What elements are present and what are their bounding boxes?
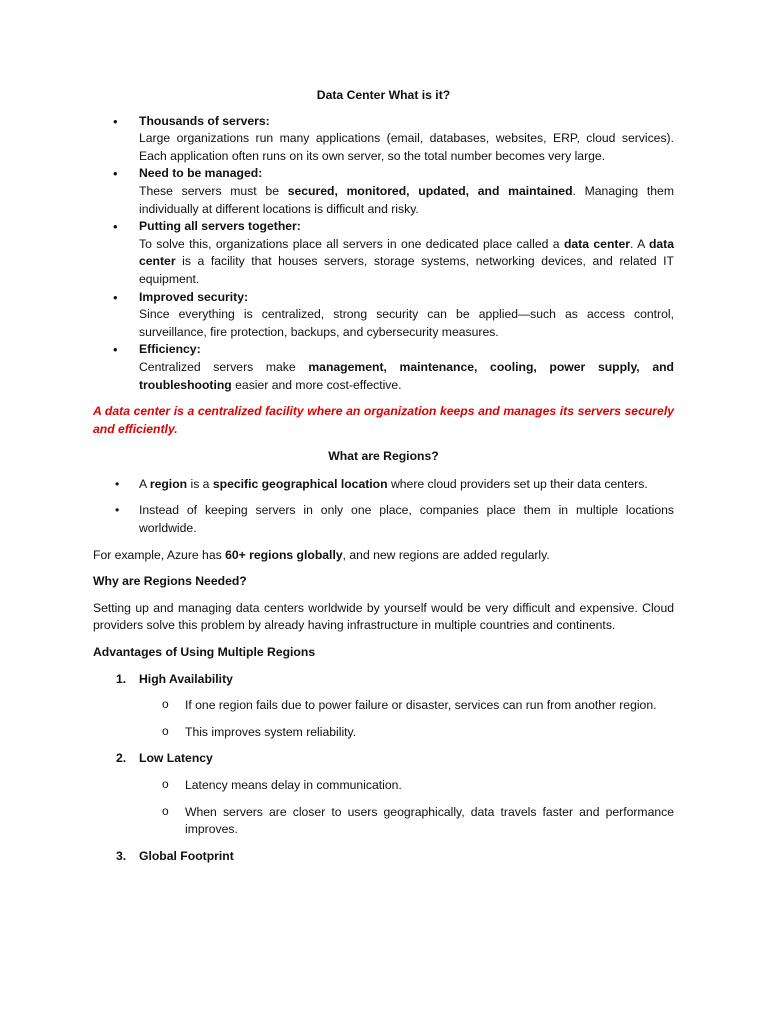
bullet-body bbox=[139, 183, 674, 218]
bullet-icon: • bbox=[113, 289, 118, 305]
list-item bbox=[93, 165, 674, 218]
list-item bbox=[93, 476, 674, 494]
bullet-icon: • bbox=[113, 113, 118, 129]
bullet-body: Large organizations run many applications (email, databases, websites, ERP, cloud services). Each application often runs on its own server, so the total number becomes very large. bbox=[139, 131, 674, 163]
list-item bbox=[93, 502, 674, 537]
section-heading-why: Why are Regions Needed? bbox=[93, 574, 247, 589]
bullet-body bbox=[139, 359, 674, 394]
numbered-item bbox=[93, 750, 674, 768]
data-center-bullet-list bbox=[93, 113, 674, 395]
bullet-body: Since everything is centralized, strong security can be applied—such as access control, surveillance, fire protection, backups, and cybersecurity measures. bbox=[139, 307, 674, 339]
bullet-icon: • bbox=[115, 476, 120, 491]
text-run: For example, Azure has bbox=[93, 547, 226, 562]
item-number: 2. bbox=[116, 751, 127, 766]
text-run: easier and more cost-effective. bbox=[231, 377, 402, 392]
bullet-heading: Improved security: bbox=[139, 289, 249, 304]
item-label: Low Latency bbox=[139, 751, 213, 766]
text-run: If one region fails due to power failure or disaster, services can run from another region. bbox=[185, 698, 657, 713]
numbered-item bbox=[93, 671, 674, 689]
bullet-icon: • bbox=[113, 219, 118, 235]
document-page bbox=[93, 87, 674, 874]
circle-bullet-icon: o bbox=[162, 697, 169, 712]
item-label: Global Footprint bbox=[139, 848, 234, 863]
text-run: Latency means delay in communication. bbox=[185, 778, 402, 792]
bullet-heading: Thousands of servers: bbox=[139, 113, 270, 128]
item-number: 1. bbox=[116, 671, 127, 686]
text-run: When servers are closer to users geographically, data travels faster and performance improves. bbox=[185, 804, 674, 837]
advantages-list bbox=[93, 671, 674, 866]
bullet-heading: Efficiency: bbox=[139, 342, 201, 357]
bold-run: data center bbox=[139, 236, 674, 269]
sub-list bbox=[93, 697, 674, 741]
example-paragraph bbox=[93, 547, 674, 565]
text-run: is a bbox=[187, 476, 213, 491]
bullet-heading: Need to be managed: bbox=[139, 166, 263, 181]
section-heading-advantages: Advantages of Using Multiple Regions bbox=[93, 645, 316, 660]
circle-bullet-icon: o bbox=[162, 803, 169, 818]
circle-bullet-icon: o bbox=[162, 777, 169, 791]
text-run: Instead of keeping servers in only one place, companies place them in multiple locations worldwide. bbox=[139, 503, 674, 536]
text-run: is a facility that houses servers, storage systems, networking devices, and related IT equipment. bbox=[139, 254, 674, 286]
page-title: Data Center What is it? bbox=[316, 88, 451, 102]
sub-list bbox=[93, 777, 674, 839]
item-label: High Availability bbox=[139, 671, 233, 686]
list-item bbox=[93, 289, 674, 342]
bold-run: region bbox=[149, 476, 188, 491]
bullet-body bbox=[139, 236, 674, 289]
bold-run: management, maintenance, cooling, power supply, and troubleshooting bbox=[139, 359, 675, 392]
numbered-item bbox=[93, 848, 674, 866]
item-number: 3. bbox=[116, 848, 127, 863]
list-item bbox=[93, 724, 674, 742]
bold-run: 60+ regions globally bbox=[225, 547, 343, 562]
text-run: . Managing them individually at different locations is difficult and risky. bbox=[139, 183, 674, 216]
regions-list bbox=[93, 476, 674, 538]
bold-run: secured, monitored, updated, and maintained bbox=[287, 183, 573, 198]
definition-note: A data center is a centralized facility where an organization keeps and manages its servers securely and efficiently. bbox=[93, 404, 674, 436]
text-run: This improves system reliability. bbox=[185, 724, 357, 739]
section-title-regions: What are Regions? bbox=[328, 449, 439, 464]
bullet-icon: • bbox=[113, 342, 118, 358]
text-run: Centralized servers make bbox=[139, 359, 309, 374]
list-item bbox=[93, 777, 674, 795]
why-paragraph: Setting up and managing data centers worldwide by yourself would be very difficult and expensive. Cloud providers solve this problem by already having infrastructure in multiple countries and continents. bbox=[93, 600, 674, 633]
bold-run: specific geographical location bbox=[212, 476, 388, 491]
text-run: A bbox=[139, 476, 150, 491]
text-run: where cloud providers set up their data centers. bbox=[387, 476, 648, 491]
bold-run: data center bbox=[563, 236, 630, 251]
bullet-icon: • bbox=[115, 503, 120, 518]
list-item bbox=[93, 218, 674, 288]
text-run: To solve this, organizations place all servers in one dedicated place called a bbox=[139, 236, 564, 251]
bullet-heading: Putting all servers together: bbox=[139, 219, 301, 234]
list-item bbox=[93, 113, 674, 166]
list-item bbox=[93, 697, 674, 715]
circle-bullet-icon: o bbox=[162, 723, 169, 738]
bullet-icon: • bbox=[113, 166, 118, 182]
text-run: These servers must be bbox=[139, 183, 288, 198]
list-item bbox=[93, 804, 674, 839]
text-run: . A bbox=[629, 236, 649, 251]
text-run: , and new regions are added regularly. bbox=[342, 547, 550, 562]
list-item bbox=[93, 341, 674, 394]
